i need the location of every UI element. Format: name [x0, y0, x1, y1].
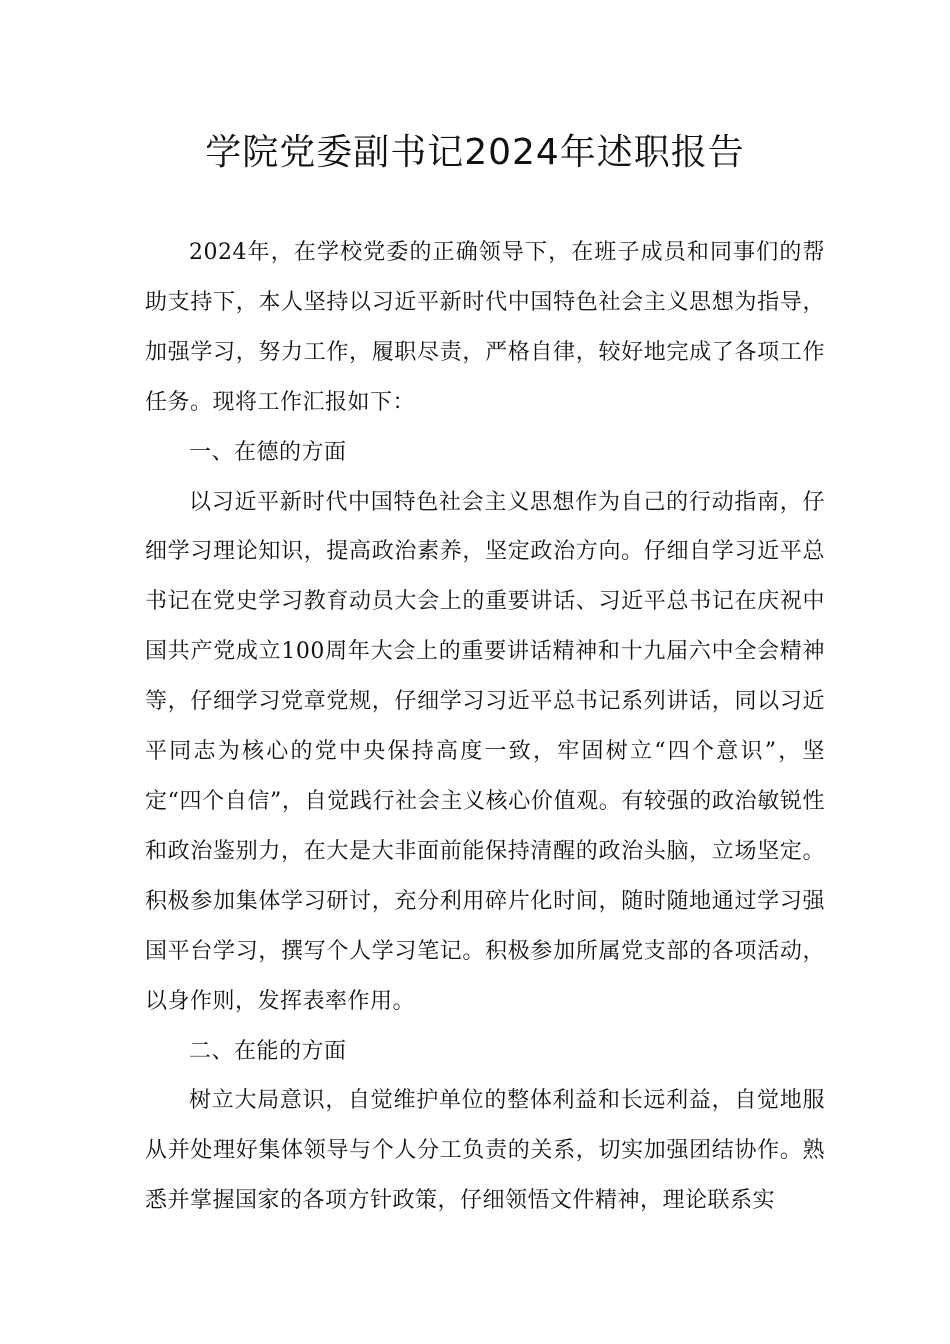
intro-paragraph: 2024年，在学校党委的正确领导下，在班子成员和同事们的帮助支持下，本人坚持以习近平新时代中国特色社会主义思想为指导，加强学习，努力工作，履职尽责，严格自律，较好地完成了各项工作任务。现将工作汇报如下： [145, 240, 825, 415]
document-body [145, 228, 825, 1226]
section-heading-1: 一、在德的方面 [189, 439, 347, 465]
document-title: 学院党委副书记2024年述职报告 [205, 132, 745, 173]
section-paragraph-1: 以习近平新时代中国特色社会主义思想作为自己的行动指南，仔细学习理论知识，提高政治素养，坚定政治方向。仔细自学习近平总书记在党史学习教育动员大会上的重要讲话、习近平总书记在庆祝中国共产党成立100周年大会上的重要讲话精神和十九届六中全会精神等，仔细学习党章党规，仔细学习习近平总书记系列讲话，同以习近平同志为核心的党中央保持高度一致，牢固树立“四个意识”，坚定“四个自信”，自觉践行社会主义核心价值观。有较强的政治敏锐性和政治鉴别力，在大是大非面前能保持清醒的政治头脑，立场坚定。积极参加集体学习研讨，充分利用碎片化时间，随时随地通过学习强国平台学习，撰写个人学习笔记。积极参加所属党支部的各项活动，以身作则，发挥表率作用。 [145, 489, 825, 1014]
section-heading-2: 二、在能的方面 [189, 1038, 347, 1064]
section-paragraph-2: 树立大局意识，自觉维护单位的整体利益和长远利益，自觉地服从并处理好集体领导与个人分工负责的关系，切实加强团结协作。熟悉并掌握国家的各项方针政策，仔细领悟文件精神，理论联系实 [145, 1088, 825, 1214]
